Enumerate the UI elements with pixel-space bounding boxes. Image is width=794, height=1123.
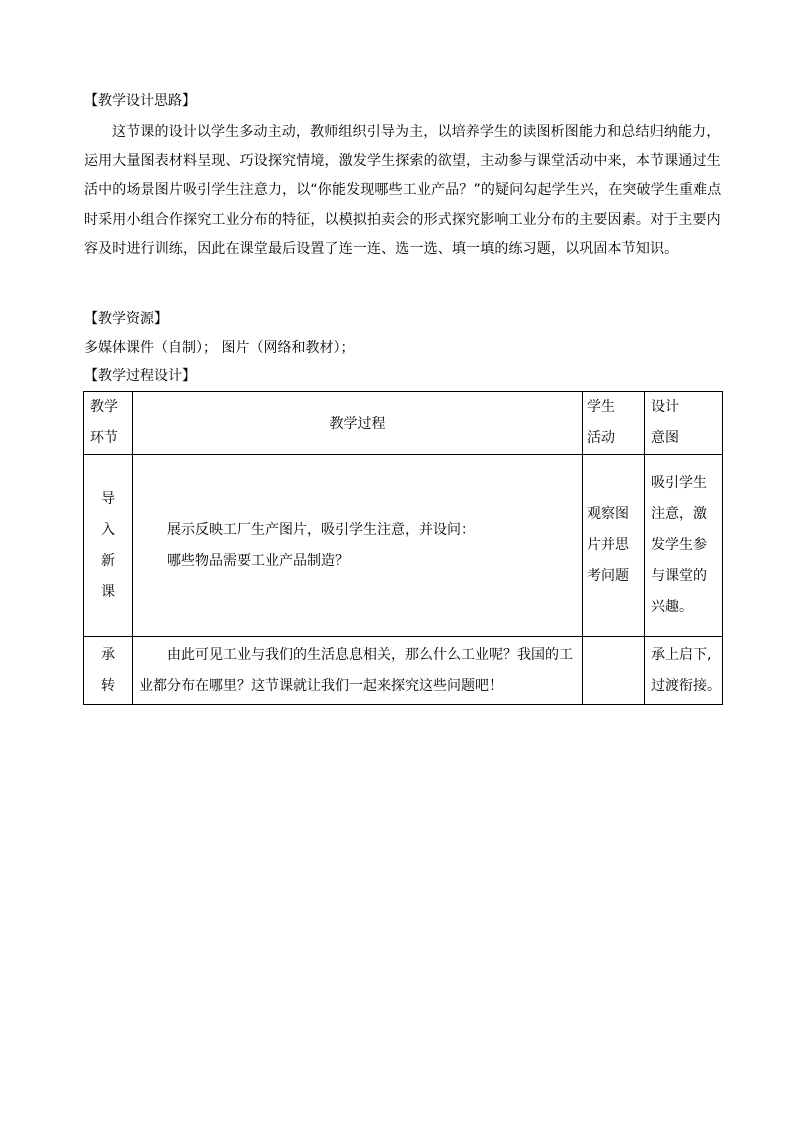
header-activity: 学生 活动 (583, 392, 645, 455)
header-stage: 教学 环节 (84, 392, 133, 455)
resources-heading: 【教学资源】 (84, 311, 168, 327)
activity-intro: 观察图 片并思 考问题 (583, 455, 645, 637)
process-transition: 由此可见工业与我们的生活息息相关，那么什么工业呢？我国的工业都分布在哪里？这节课就让我们一起来探究这些问题吧！ (133, 637, 583, 705)
table-row (84, 455, 723, 637)
table-header-row (84, 392, 723, 455)
header-intent: 设计 意图 (645, 392, 723, 455)
teaching-process-table (83, 391, 723, 705)
table-row (84, 637, 723, 705)
intent-transition: 承上启下, 过渡衔接。 (645, 637, 723, 705)
design-paragraph: 这节课的设计以学生多动主动，教师组织引导为主，以培养学生的读图析图能力和总结归纳能力，运用大量图表材料呈现、巧设探究情境，激发学生探索的欲望，主动参与课堂活动中来，本节课通过生活中的场景图片吸引学生注意力，以“你能发现哪些工业产品？”的疑问勾起学生兴，在突破学生重难点时采用小组合作探究工业分布的特征，以模拟拍卖会的形式探究影响工业分布的主要因素。对于主要内容及时进行训练，因此在课堂最后设置了连一连、选一选、填一填的练习题，以巩固本节知识。 (84, 124, 722, 257)
process-intro: 展示反映工厂生产图片，吸引学生注意，并设问： 哪些物品需要工业产品制造？ (133, 455, 583, 637)
stage-intro: 导 入 新 课 (84, 455, 133, 637)
header-process: 教学过程 (133, 392, 583, 455)
process-heading: 【教学过程设计】 (84, 368, 196, 384)
intent-intro: 吸引学生 注意，激 发学生参 与课堂的 兴趣。 (645, 455, 723, 637)
resources-text: 多媒体课件（自制）； 图片（网络和教材）； (84, 340, 355, 356)
stage-transition: 承 转 (84, 637, 133, 705)
activity-transition (583, 637, 645, 705)
design-heading: 【教学设计思路】 (84, 93, 196, 109)
